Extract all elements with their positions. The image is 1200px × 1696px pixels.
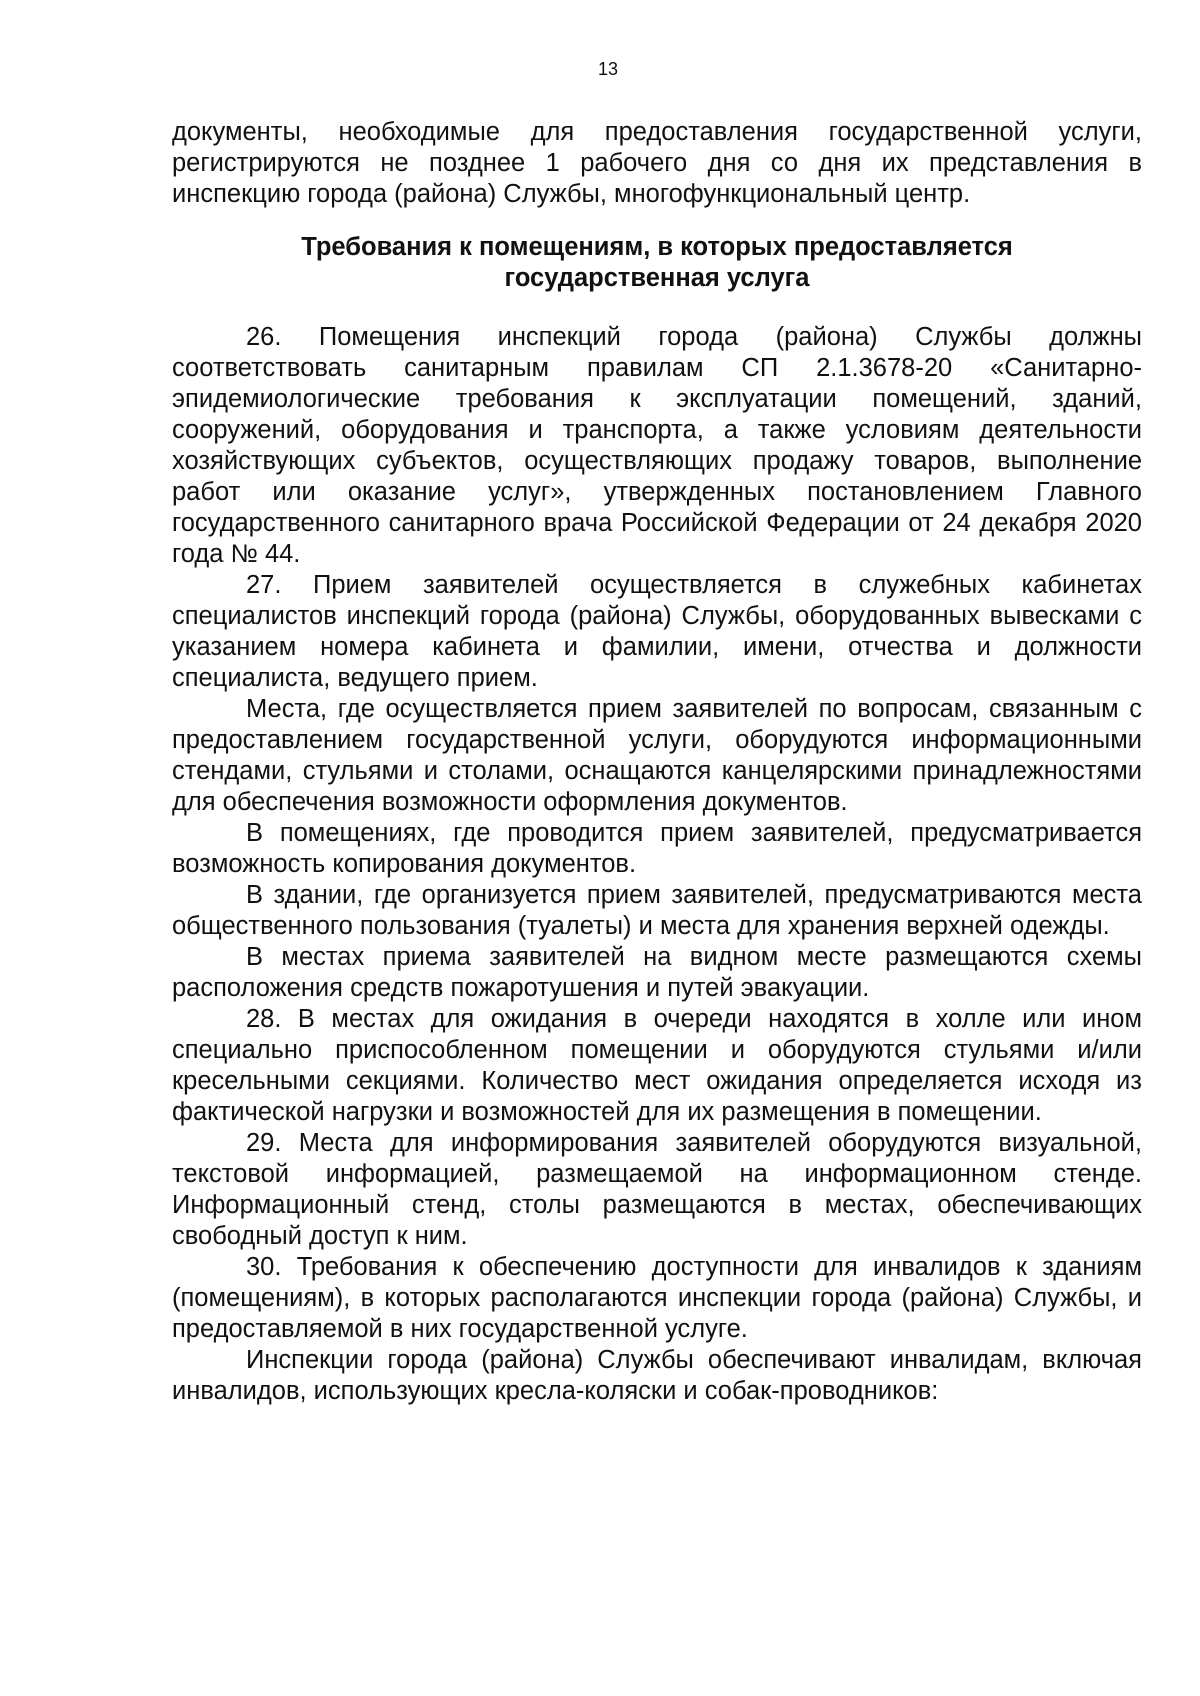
paragraph-29: 29. Места для информирования заявителей оборудуются визуальной, текстовой информацией, размещаемой на информационном стенде. Информационный стенд, столы размещаются в местах, обеспечивающих свободный доступ к ним. xyxy=(172,1129,1142,1250)
paragraph-27-places: Места, где осуществляется прием заявителей по вопросам, связанным с предоставлением государственной услуги, оборудуются информационными стендами, стульями и столами, оснащаются канцелярскими принадлежностями для обеспечения возможности оформления документов. xyxy=(172,695,1142,816)
paragraph-27-facilities: В здании, где организуется прием заявителей, предусматриваются места общественного пользования (туалеты) и места для хранения верхней одежды. xyxy=(172,881,1142,940)
paragraph-26: 26. Помещения инспекций города (района) Службы должны соответствовать санитарным правилам СП 2.1.3678-20 «Санитарно-эпидемиологические требования к эксплуатации помещений, зданий, сооружений, оборудования и транспорта, а также условиям деятельности хозяйствующих субъектов, осуществляющих продажу товаров, выполнение работ или оказание услуг», утвержденных постановлением Главного государственного санитарного врача Российской Федерации от 24 декабря 2020 года № 44. xyxy=(172,323,1142,568)
paragraph-27-evacuation: В местах приема заявителей на видном месте размещаются схемы расположения средств пожаротушения и путей эвакуации. xyxy=(172,943,1142,1002)
document-body xyxy=(172,117,1142,1407)
section-heading-line-2: государственная услуга xyxy=(504,264,810,292)
page-number: 13 xyxy=(597,59,619,79)
section-heading-line-1: Требования к помещениям, в которых предоставляется xyxy=(301,233,1013,261)
paragraph-27-copying: В помещениях, где проводится прием заявителей, предусматривается возможность копирования документов. xyxy=(172,819,1142,878)
paragraph-27: 27. Прием заявителей осуществляется в служебных кабинетах специалистов инспекций города (района) Службы, оборудованных вывесками с указанием номера кабинета и фамилии, имени, отчества и должности специалиста, ведущего прием. xyxy=(172,571,1142,692)
intro-paragraph: документы, необходимые для предоставления государственной услуги, регистрируются не позднее 1 рабочего дня со дня их представления в инспекцию города (района) Службы, многофункциональный центр. xyxy=(172,118,1142,208)
section-heading xyxy=(172,232,1142,294)
paragraph-30: 30. Требования к обеспечению доступности для инвалидов к зданиям (помещениям), в которых располагаются инспекции города (района) Службы, и предоставляемой в них государственной услуге. xyxy=(172,1253,1142,1343)
paragraph-28: 28. В местах для ожидания в очереди находятся в холле или ином специально приспособленном помещении и оборудуются стульями и/или кресельными секциями. Количество мест ожидания определяется исходя из фактической нагрузки и возможностей для их размещения в помещении. xyxy=(172,1005,1142,1126)
paragraph-30-accessibility: Инспекции города (района) Службы обеспечивают инвалидам, включая инвалидов, использующих кресла-коляски и собак-проводников: xyxy=(172,1346,1142,1405)
